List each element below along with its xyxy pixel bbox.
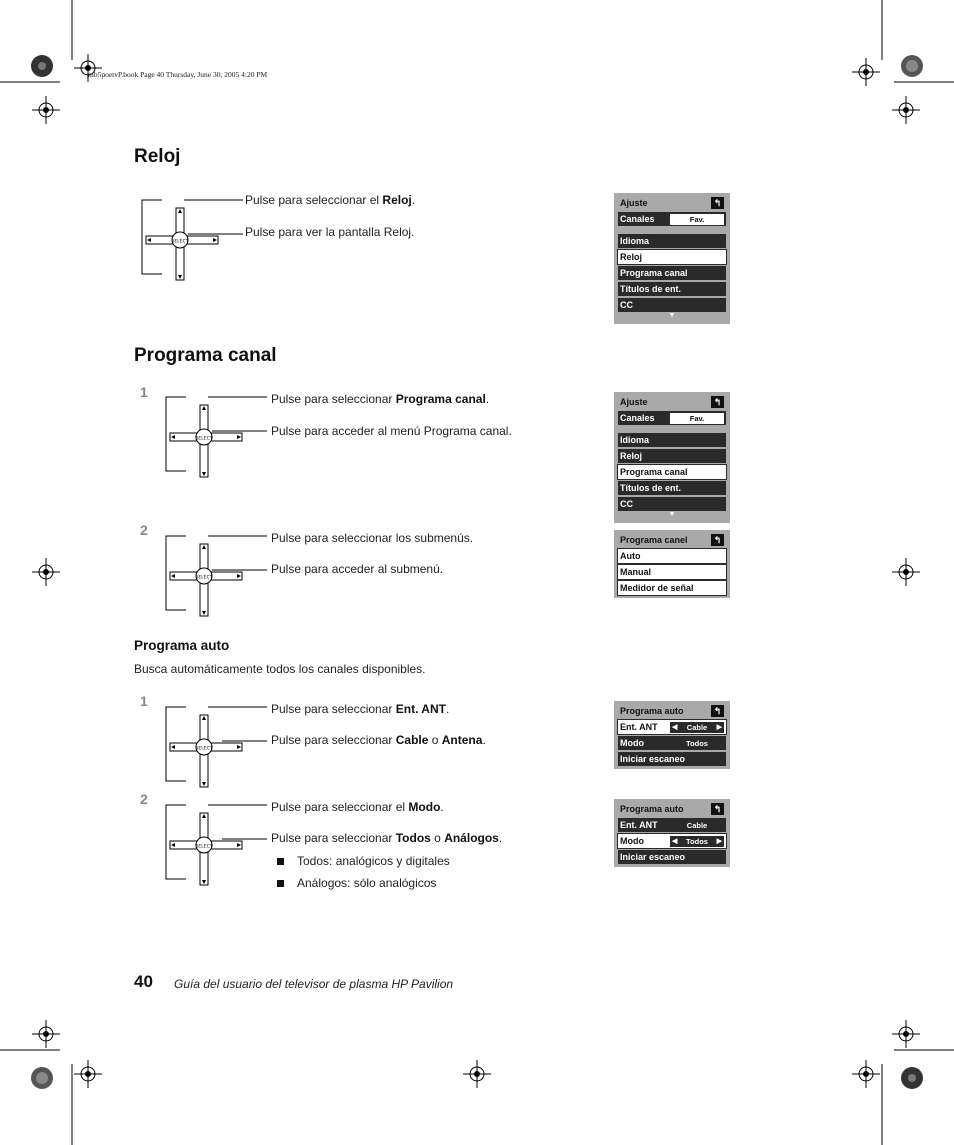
instruction-select-submenus: Pulse para seleccionar los submenús. (271, 531, 474, 545)
osd-item-selected: Programa canal (618, 465, 726, 479)
osd-menu-programa-auto (614, 701, 730, 769)
osd-title: Ajuste ↰ (618, 395, 726, 409)
section-title-reloj: Reloj (134, 146, 181, 167)
instruction-access-programa-canal: Pulse para acceder al menú Programa canal. (271, 424, 512, 438)
osd-title: Ajuste ↰ (618, 196, 726, 210)
instruction-select-modo: Pulse para seleccionar el Modo. (271, 800, 444, 814)
step-number: 2 (140, 522, 148, 538)
back-arrow-icon: ↰ (711, 197, 724, 209)
step-number: 2 (140, 791, 148, 807)
back-arrow-icon: ↰ (711, 534, 724, 546)
osd-row-canales: Canales Fav. (618, 212, 726, 226)
osd-menu-programa-canal (614, 530, 730, 598)
osd-row-iniciar: Iniciar escaneo (618, 752, 726, 766)
dpad-remote (162, 395, 272, 485)
osd-row-ent-ant: Ent. ANT ◀ Cable ▶ (618, 720, 726, 734)
bullet-item: Análogos: sólo analógicos (297, 876, 437, 890)
instruction-select-programa-canal: Pulse para seleccionar Programa canal. (271, 392, 490, 406)
osd-menu-ajuste (614, 392, 730, 523)
dpad-remote (162, 534, 272, 624)
osd-row-ent-ant: Ent. ANT Cable (618, 818, 726, 832)
step-number: 1 (140, 693, 148, 709)
select-label: SELECT (195, 746, 213, 752)
osd-title: Programa auto ↰ (618, 704, 726, 718)
osd-item: Programa canal (618, 266, 726, 280)
osd-item: Idioma (618, 234, 726, 248)
back-arrow-icon: ↰ (711, 705, 724, 717)
select-label: SELECT (195, 575, 213, 581)
select-label: SELECT (171, 239, 189, 245)
instruction-select-reloj: Pulse para seleccionar el Reloj. (245, 193, 416, 207)
osd-row-canales: Canales Fav. (618, 411, 726, 425)
programa-auto-description: Busca automáticamente todos los canales disponibles. (134, 662, 426, 676)
osd-item: Títulos de ent. (618, 282, 726, 296)
instruction-view-reloj: Pulse para ver la pantalla Reloj. (245, 225, 415, 239)
scroll-down-icon: ▼ (668, 312, 676, 319)
back-arrow-icon: ↰ (711, 396, 724, 408)
bullet-item: Todos: analógicos y digitales (297, 854, 450, 868)
dpad-remote (162, 705, 272, 795)
scroll-down-icon: ▼ (668, 511, 676, 518)
file-info-header: mb5poetvP.book Page 40 Thursday, June 30, 2005 4:20 PM (88, 70, 268, 79)
osd-row-modo: Modo Todos (618, 736, 726, 750)
step-number: 1 (140, 384, 148, 400)
osd-item: Manual (618, 565, 726, 579)
back-arrow-icon: ↰ (711, 803, 724, 815)
dpad-remote (162, 803, 272, 893)
osd-item: Auto (618, 549, 726, 563)
osd-title: Programa canel ↰ (618, 533, 726, 547)
subsection-title-programa-auto: Programa auto (134, 638, 230, 653)
bullet-icon (277, 880, 284, 887)
instruction-select-ent-ant: Pulse para seleccionar Ent. ANT. (271, 702, 450, 716)
instruction-access-submenu: Pulse para acceder al submenú. (271, 562, 444, 576)
osd-item: Idioma (618, 433, 726, 447)
section-title-programa-canal: Programa canal (134, 345, 277, 366)
osd-item: CC (618, 497, 726, 511)
instruction-select-todos-analogos: Pulse para seleccionar Todos o Análogos. (271, 831, 503, 845)
instruction-select-cable-antena: Pulse para seleccionar Cable o Antena. (271, 733, 486, 747)
page-number: 40 (134, 972, 153, 991)
osd-title: Programa auto ↰ (618, 802, 726, 816)
osd-menu-programa-auto (614, 799, 730, 867)
select-label: SELECT (195, 844, 213, 850)
osd-item: Medidor de señal (618, 581, 726, 595)
bullet-icon (277, 858, 284, 865)
footer-title: Guía del usuario del televisor de plasma HP Pavilion (174, 977, 454, 991)
osd-item: Títulos de ent. (618, 481, 726, 495)
dpad-remote (138, 198, 248, 288)
select-label: SELECT (195, 436, 213, 442)
osd-row-modo: Modo ◀ Todos ▶ (618, 834, 726, 848)
osd-item: CC (618, 298, 726, 312)
osd-item: Reloj (618, 449, 726, 463)
osd-menu-ajuste (614, 193, 730, 324)
osd-item-selected: Reloj (618, 250, 726, 264)
osd-row-iniciar: Iniciar escaneo (618, 850, 726, 864)
